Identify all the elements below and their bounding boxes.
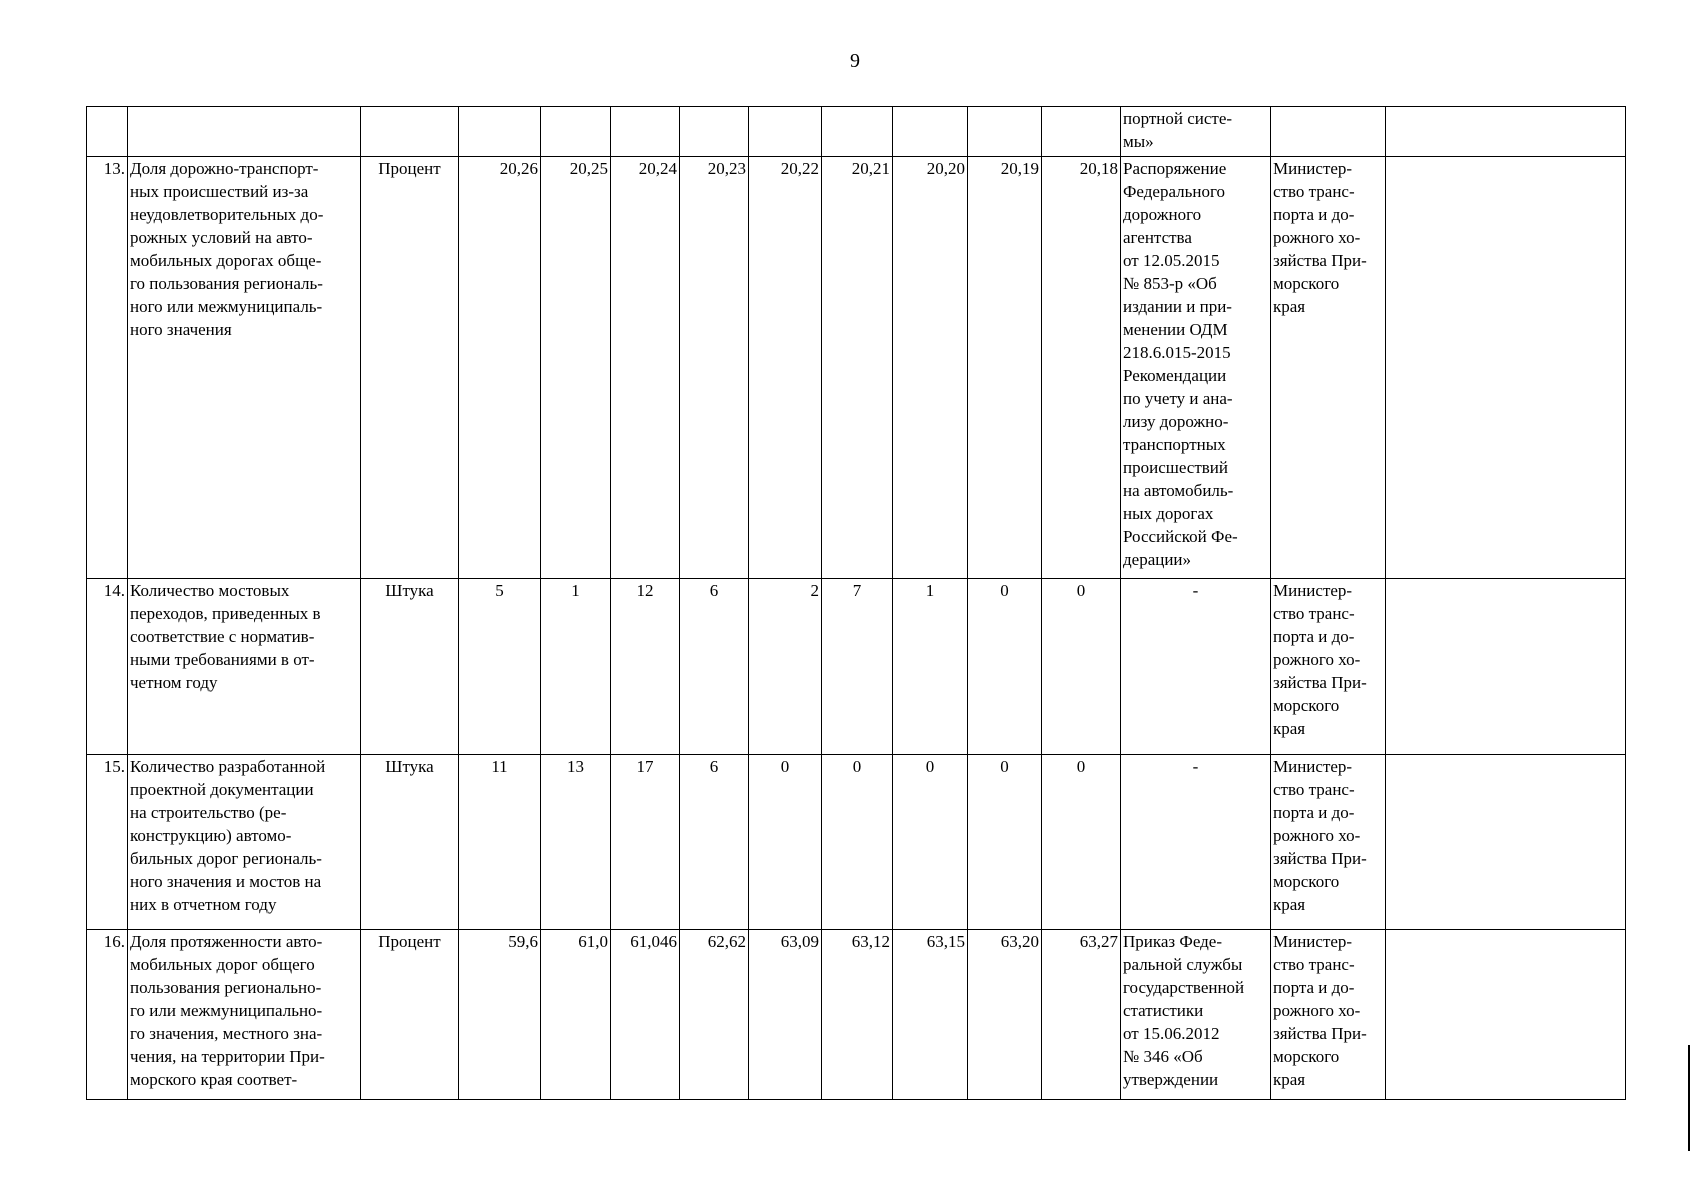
value-cell bbox=[611, 107, 680, 157]
value-cell: 63,20 bbox=[968, 930, 1042, 1100]
value-cell: 20,26 bbox=[459, 157, 541, 579]
responsible-cell: Министер- ство транс- порта и до- рожного хо- зяйства При- морского края bbox=[1271, 755, 1386, 930]
value-cell bbox=[541, 107, 611, 157]
value-cell: 0 bbox=[968, 755, 1042, 930]
value-cell: 12 bbox=[611, 579, 680, 755]
value-cell: 0 bbox=[822, 755, 893, 930]
value-cell: 0 bbox=[749, 755, 822, 930]
unit-cell: Процент bbox=[361, 157, 459, 579]
value-cell: 0 bbox=[968, 579, 1042, 755]
note-cell bbox=[1386, 755, 1626, 930]
row-number: 13. bbox=[87, 157, 128, 579]
note-cell bbox=[1386, 930, 1626, 1100]
value-cell: 20,25 bbox=[541, 157, 611, 579]
responsible-cell: Министер- ство транс- порта и до- рожного хо- зяйства При- морского края bbox=[1271, 157, 1386, 579]
page-number: 9 bbox=[850, 50, 860, 72]
value-cell: 11 bbox=[459, 755, 541, 930]
value-cell: 1 bbox=[541, 579, 611, 755]
responsible-cell bbox=[1271, 107, 1386, 157]
value-cell bbox=[1042, 107, 1121, 157]
unit-cell: Штука bbox=[361, 755, 459, 930]
margin-line bbox=[1688, 1045, 1690, 1151]
indicator-name: Количество мостовых переходов, приведенных в соответствие с норматив- ными требованиями в от- четном году bbox=[128, 579, 361, 755]
basis-cell: Приказ Феде- ральной службы государственной статистики от 15.06.2012 № 346 «Об утверждении bbox=[1121, 930, 1271, 1100]
value-cell: 1 bbox=[893, 579, 968, 755]
value-cell: 20,21 bbox=[822, 157, 893, 579]
value-cell: 17 bbox=[611, 755, 680, 930]
row-number: 16. bbox=[87, 930, 128, 1100]
value-cell: 61,0 bbox=[541, 930, 611, 1100]
value-cell: 5 bbox=[459, 579, 541, 755]
value-cell bbox=[968, 107, 1042, 157]
value-cell: 63,09 bbox=[749, 930, 822, 1100]
value-cell: 20,24 bbox=[611, 157, 680, 579]
value-cell bbox=[749, 107, 822, 157]
value-cell: 20,20 bbox=[893, 157, 968, 579]
value-cell: 20,22 bbox=[749, 157, 822, 579]
value-cell: 6 bbox=[680, 579, 749, 755]
row-number: 14. bbox=[87, 579, 128, 755]
responsible-cell: Министер- ство транс- порта и до- рожного хо- зяйства При- морского края bbox=[1271, 579, 1386, 755]
table-row bbox=[87, 107, 1626, 157]
value-cell: 2 bbox=[749, 579, 822, 755]
value-cell: 6 bbox=[680, 755, 749, 930]
indicator-name: Количество разработанной проектной документации на строительство (ре- конструкцию) автомо- бильных дорог региональ- ного значения и мостов на них в отчетном году bbox=[128, 755, 361, 930]
value-cell: 62,62 bbox=[680, 930, 749, 1100]
note-cell bbox=[1386, 579, 1626, 755]
value-cell: 20,23 bbox=[680, 157, 749, 579]
basis-cell: - bbox=[1121, 755, 1271, 930]
value-cell bbox=[822, 107, 893, 157]
value-cell: 20,19 bbox=[968, 157, 1042, 579]
value-cell: 20,18 bbox=[1042, 157, 1121, 579]
basis-cell: портной систе- мы» bbox=[1121, 107, 1271, 157]
value-cell: 7 bbox=[822, 579, 893, 755]
table-row bbox=[87, 755, 1626, 930]
value-cell: 13 bbox=[541, 755, 611, 930]
indicator-name: Доля протяженности авто- мобильных дорог общего пользования регионально- го или межмуниципально- го значения, местного зна- чения, на территории При- морского края соответ- bbox=[128, 930, 361, 1100]
basis-cell: Распоряжение Федерального дорожного агентства от 12.05.2015 № 853-р «Об издании и при- менении ОДМ 218.6.015-2015 Рекомендации по учету и ана- лизу дорожно- транспортных происшествий на автомобиль- ных дорогах Российской Фе- дерации» bbox=[1121, 157, 1271, 579]
value-cell bbox=[893, 107, 968, 157]
note-cell bbox=[1386, 157, 1626, 579]
responsible-cell: Министер- ство транс- порта и до- рожного хо- зяйства При- морского края bbox=[1271, 930, 1386, 1100]
unit-cell bbox=[361, 107, 459, 157]
value-cell: 61,046 bbox=[611, 930, 680, 1100]
table-row bbox=[87, 930, 1626, 1100]
row-number: 15. bbox=[87, 755, 128, 930]
value-cell bbox=[459, 107, 541, 157]
value-cell: 0 bbox=[1042, 755, 1121, 930]
indicator-name: Доля дорожно-транспорт- ных происшествий из-за неудовлетворительных до- рожных условий на авто- мобильных дорогах обще- го пользования региональ- ного или межмуниципаль- ного значения bbox=[128, 157, 361, 579]
value-cell: 63,27 bbox=[1042, 930, 1121, 1100]
unit-cell: Штука bbox=[361, 579, 459, 755]
value-cell: 59,6 bbox=[459, 930, 541, 1100]
unit-cell: Процент bbox=[361, 930, 459, 1100]
indicators-table bbox=[86, 106, 1626, 1100]
value-cell bbox=[680, 107, 749, 157]
row-number bbox=[87, 107, 128, 157]
table-row bbox=[87, 157, 1626, 579]
basis-cell: - bbox=[1121, 579, 1271, 755]
value-cell: 63,12 bbox=[822, 930, 893, 1100]
table-row bbox=[87, 579, 1626, 755]
value-cell: 0 bbox=[1042, 579, 1121, 755]
note-cell bbox=[1386, 107, 1626, 157]
indicator-name bbox=[128, 107, 361, 157]
value-cell: 63,15 bbox=[893, 930, 968, 1100]
value-cell: 0 bbox=[893, 755, 968, 930]
